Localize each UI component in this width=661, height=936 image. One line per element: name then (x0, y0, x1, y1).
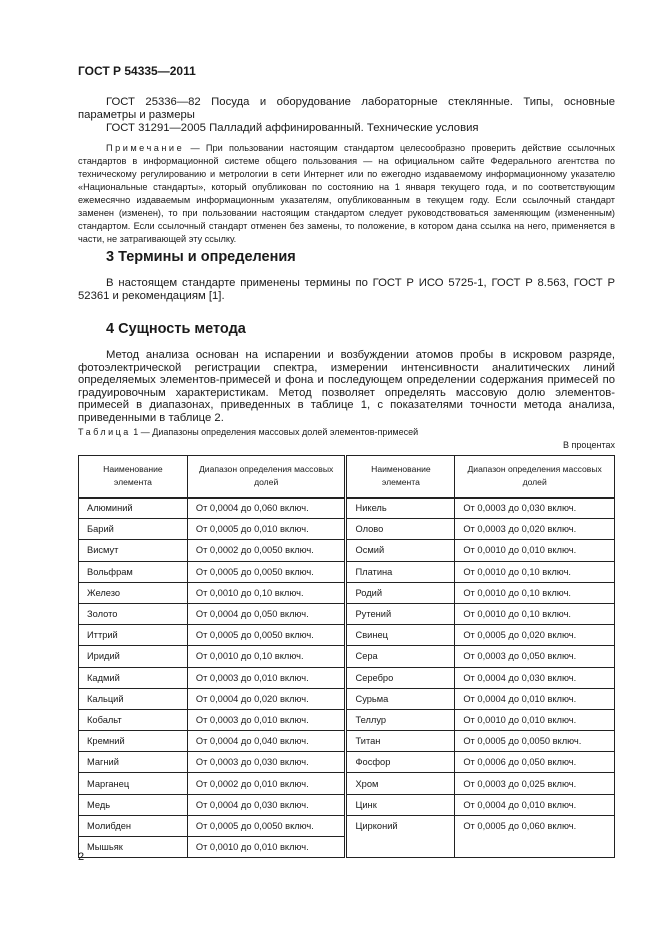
element-range: От 0,0005 до 0,020 включ. (455, 625, 615, 646)
section-3-title: 3 Термины и определения (106, 249, 296, 265)
element-name: Титан (346, 731, 455, 752)
section-4-text: Метод анализа основан на испарении и возбуждении атомов пробы в искровом разряде, фотоэлектрической регистрации спектра, измерении интенсивности аналитических линий определяемых элементов-примесей и фона и последующем определении содержания примесей по градуировочным характеристикам. Метод позволяет определять массовую долю элементов-примесей в диапазонах, приведенных в таблице 1, с показателями точности метода анализа, приведенными в таблице 2. (78, 349, 615, 424)
element-name: Мышьяк (79, 837, 188, 858)
element-name: Олово (346, 519, 455, 540)
element-name: Сурьма (346, 688, 455, 709)
table-row (79, 582, 615, 603)
table-row (79, 794, 615, 815)
element-name: Цирконий (346, 815, 455, 857)
element-range: От 0,0005 до 0,010 включ. (187, 519, 346, 540)
element-range: От 0,0010 до 0,10 включ. (455, 561, 615, 582)
element-range: От 0,0004 до 0,020 включ. (187, 688, 346, 709)
table-row (79, 773, 615, 794)
element-range: От 0,0005 до 0,060 включ. (455, 815, 615, 857)
table-row (79, 519, 615, 540)
table-row (79, 731, 615, 752)
table-unit: В процентах (563, 440, 615, 450)
element-range: От 0,0006 до 0,050 включ. (455, 752, 615, 773)
reference-gost-31291: ГОСТ 31291—2005 Палладий аффинированный. Технические условия (106, 122, 479, 134)
element-name: Марганец (79, 773, 188, 794)
element-range: От 0,0004 до 0,010 включ. (455, 794, 615, 815)
element-name: Кальций (79, 688, 188, 709)
element-range: От 0,0010 до 0,10 включ. (187, 646, 346, 667)
element-name: Медь (79, 794, 188, 815)
table-header-row (79, 456, 615, 498)
note-text: — При пользовании настоящим стандартом целесообразно проверить действие ссылочных стандартов в информационной системе общего пользования — на официальном сайте Федерального агентства по техническому регулированию и метрологии в сети Интернет или по ежегодно издаваемому информационному указателю «Национальные стандарты», который опубликован по состоянию на 1 января текущего года, и по соответствующим ежемесячно издаваемым информационным указателям, опубликованным в текущем году. Если ссылочный стандарт заменен (изменен), то при пользовании настоящим стандартом следует руководствоваться заменяющим (измененным) стандартом. Если ссылочный стандарт отменен без замены, то положение, в котором дана ссылка на него, применяется в части, не затрагивающей эту ссылку. (78, 143, 615, 244)
element-range: От 0,0003 до 0,025 включ. (455, 773, 615, 794)
table-row (79, 603, 615, 624)
table-row (79, 815, 615, 836)
table-row (79, 709, 615, 730)
element-range: От 0,0010 до 0,010 включ. (455, 540, 615, 561)
element-name: Платина (346, 561, 455, 582)
element-range: От 0,0010 до 0,10 включ. (187, 582, 346, 603)
element-ranges-table (78, 455, 615, 858)
element-name: Фосфор (346, 752, 455, 773)
element-range: От 0,0010 до 0,10 включ. (455, 603, 615, 624)
table-row (79, 498, 615, 519)
element-name: Никель (346, 498, 455, 519)
header-range: Диапазон определения массовых долей (187, 456, 346, 498)
element-range: От 0,0005 до 0,0050 включ. (187, 625, 346, 646)
element-range: От 0,0010 до 0,010 включ. (455, 709, 615, 730)
element-range: От 0,0003 до 0,020 включ. (455, 519, 615, 540)
table-row (79, 688, 615, 709)
element-range: От 0,0004 до 0,030 включ. (187, 794, 346, 815)
element-name: Иридий (79, 646, 188, 667)
element-range: От 0,0004 до 0,060 включ. (187, 498, 346, 519)
note-label: Примечание (106, 143, 185, 153)
reference-gost-25336: ГОСТ 25336—82 Посуда и оборудование лабораторные стеклянные. Типы, основные параметры и размеры (78, 96, 615, 121)
table-row (79, 667, 615, 688)
element-range: От 0,0003 до 0,010 включ. (187, 667, 346, 688)
element-name: Иттрий (79, 625, 188, 646)
element-name: Молибден (79, 815, 188, 836)
element-name: Кремний (79, 731, 188, 752)
element-range: От 0,0004 до 0,050 включ. (187, 603, 346, 624)
element-name: Золото (79, 603, 188, 624)
element-name: Алюминий (79, 498, 188, 519)
document-header: ГОСТ Р 54335—2011 (78, 64, 196, 78)
header-element: Наименование элемента (346, 456, 455, 498)
table-caption-text: 1 — Диапазоны определения массовых долей элементов-примесей (130, 427, 419, 437)
element-range: От 0,0004 до 0,040 включ. (187, 731, 346, 752)
table-row (79, 625, 615, 646)
section-4-title: 4 Сущность метода (106, 321, 246, 337)
element-range: От 0,0003 до 0,010 включ. (187, 709, 346, 730)
element-name: Висмут (79, 540, 188, 561)
element-name: Цинк (346, 794, 455, 815)
table-row (79, 646, 615, 667)
element-range: От 0,0010 до 0,10 включ. (455, 582, 615, 603)
element-name: Вольфрам (79, 561, 188, 582)
element-name: Сера (346, 646, 455, 667)
element-name: Свинец (346, 625, 455, 646)
element-range: От 0,0004 до 0,030 включ. (455, 667, 615, 688)
element-range: От 0,0005 до 0,0050 включ. (187, 561, 346, 582)
element-range: От 0,0003 до 0,030 включ. (455, 498, 615, 519)
element-name: Родий (346, 582, 455, 603)
table-row (79, 561, 615, 582)
element-range: От 0,0004 до 0,010 включ. (455, 688, 615, 709)
element-name: Рутений (346, 603, 455, 624)
element-name: Осмий (346, 540, 455, 561)
element-name: Кобальт (79, 709, 188, 730)
element-range: От 0,0005 до 0,0050 включ. (187, 815, 346, 836)
element-name: Железо (79, 582, 188, 603)
table-row (79, 752, 615, 773)
header-range: Диапазон определения массовых долей (455, 456, 615, 498)
element-name: Кадмий (79, 667, 188, 688)
element-range: От 0,0003 до 0,030 включ. (187, 752, 346, 773)
element-range: От 0,0010 до 0,010 включ. (187, 837, 346, 858)
header-element: Наименование элемента (79, 456, 188, 498)
note (78, 142, 615, 246)
element-name: Магний (79, 752, 188, 773)
element-range: От 0,0005 до 0,0050 включ. (455, 731, 615, 752)
element-name: Теллур (346, 709, 455, 730)
table-caption (78, 427, 418, 437)
section-3-text: В настоящем стандарте применены термины по ГОСТ Р ИСО 5725-1, ГОСТ Р 8.563, ГОСТ Р 52361 и рекомендациям [1]. (78, 277, 615, 302)
element-name: Серебро (346, 667, 455, 688)
element-range: От 0,0002 до 0,0050 включ. (187, 540, 346, 561)
table-label: Таблица (78, 427, 131, 437)
element-range: От 0,0002 до 0,010 включ. (187, 773, 346, 794)
page-number: 2 (78, 851, 85, 863)
table-row (79, 540, 615, 561)
element-name: Барий (79, 519, 188, 540)
element-range: От 0,0003 до 0,050 включ. (455, 646, 615, 667)
element-name: Хром (346, 773, 455, 794)
